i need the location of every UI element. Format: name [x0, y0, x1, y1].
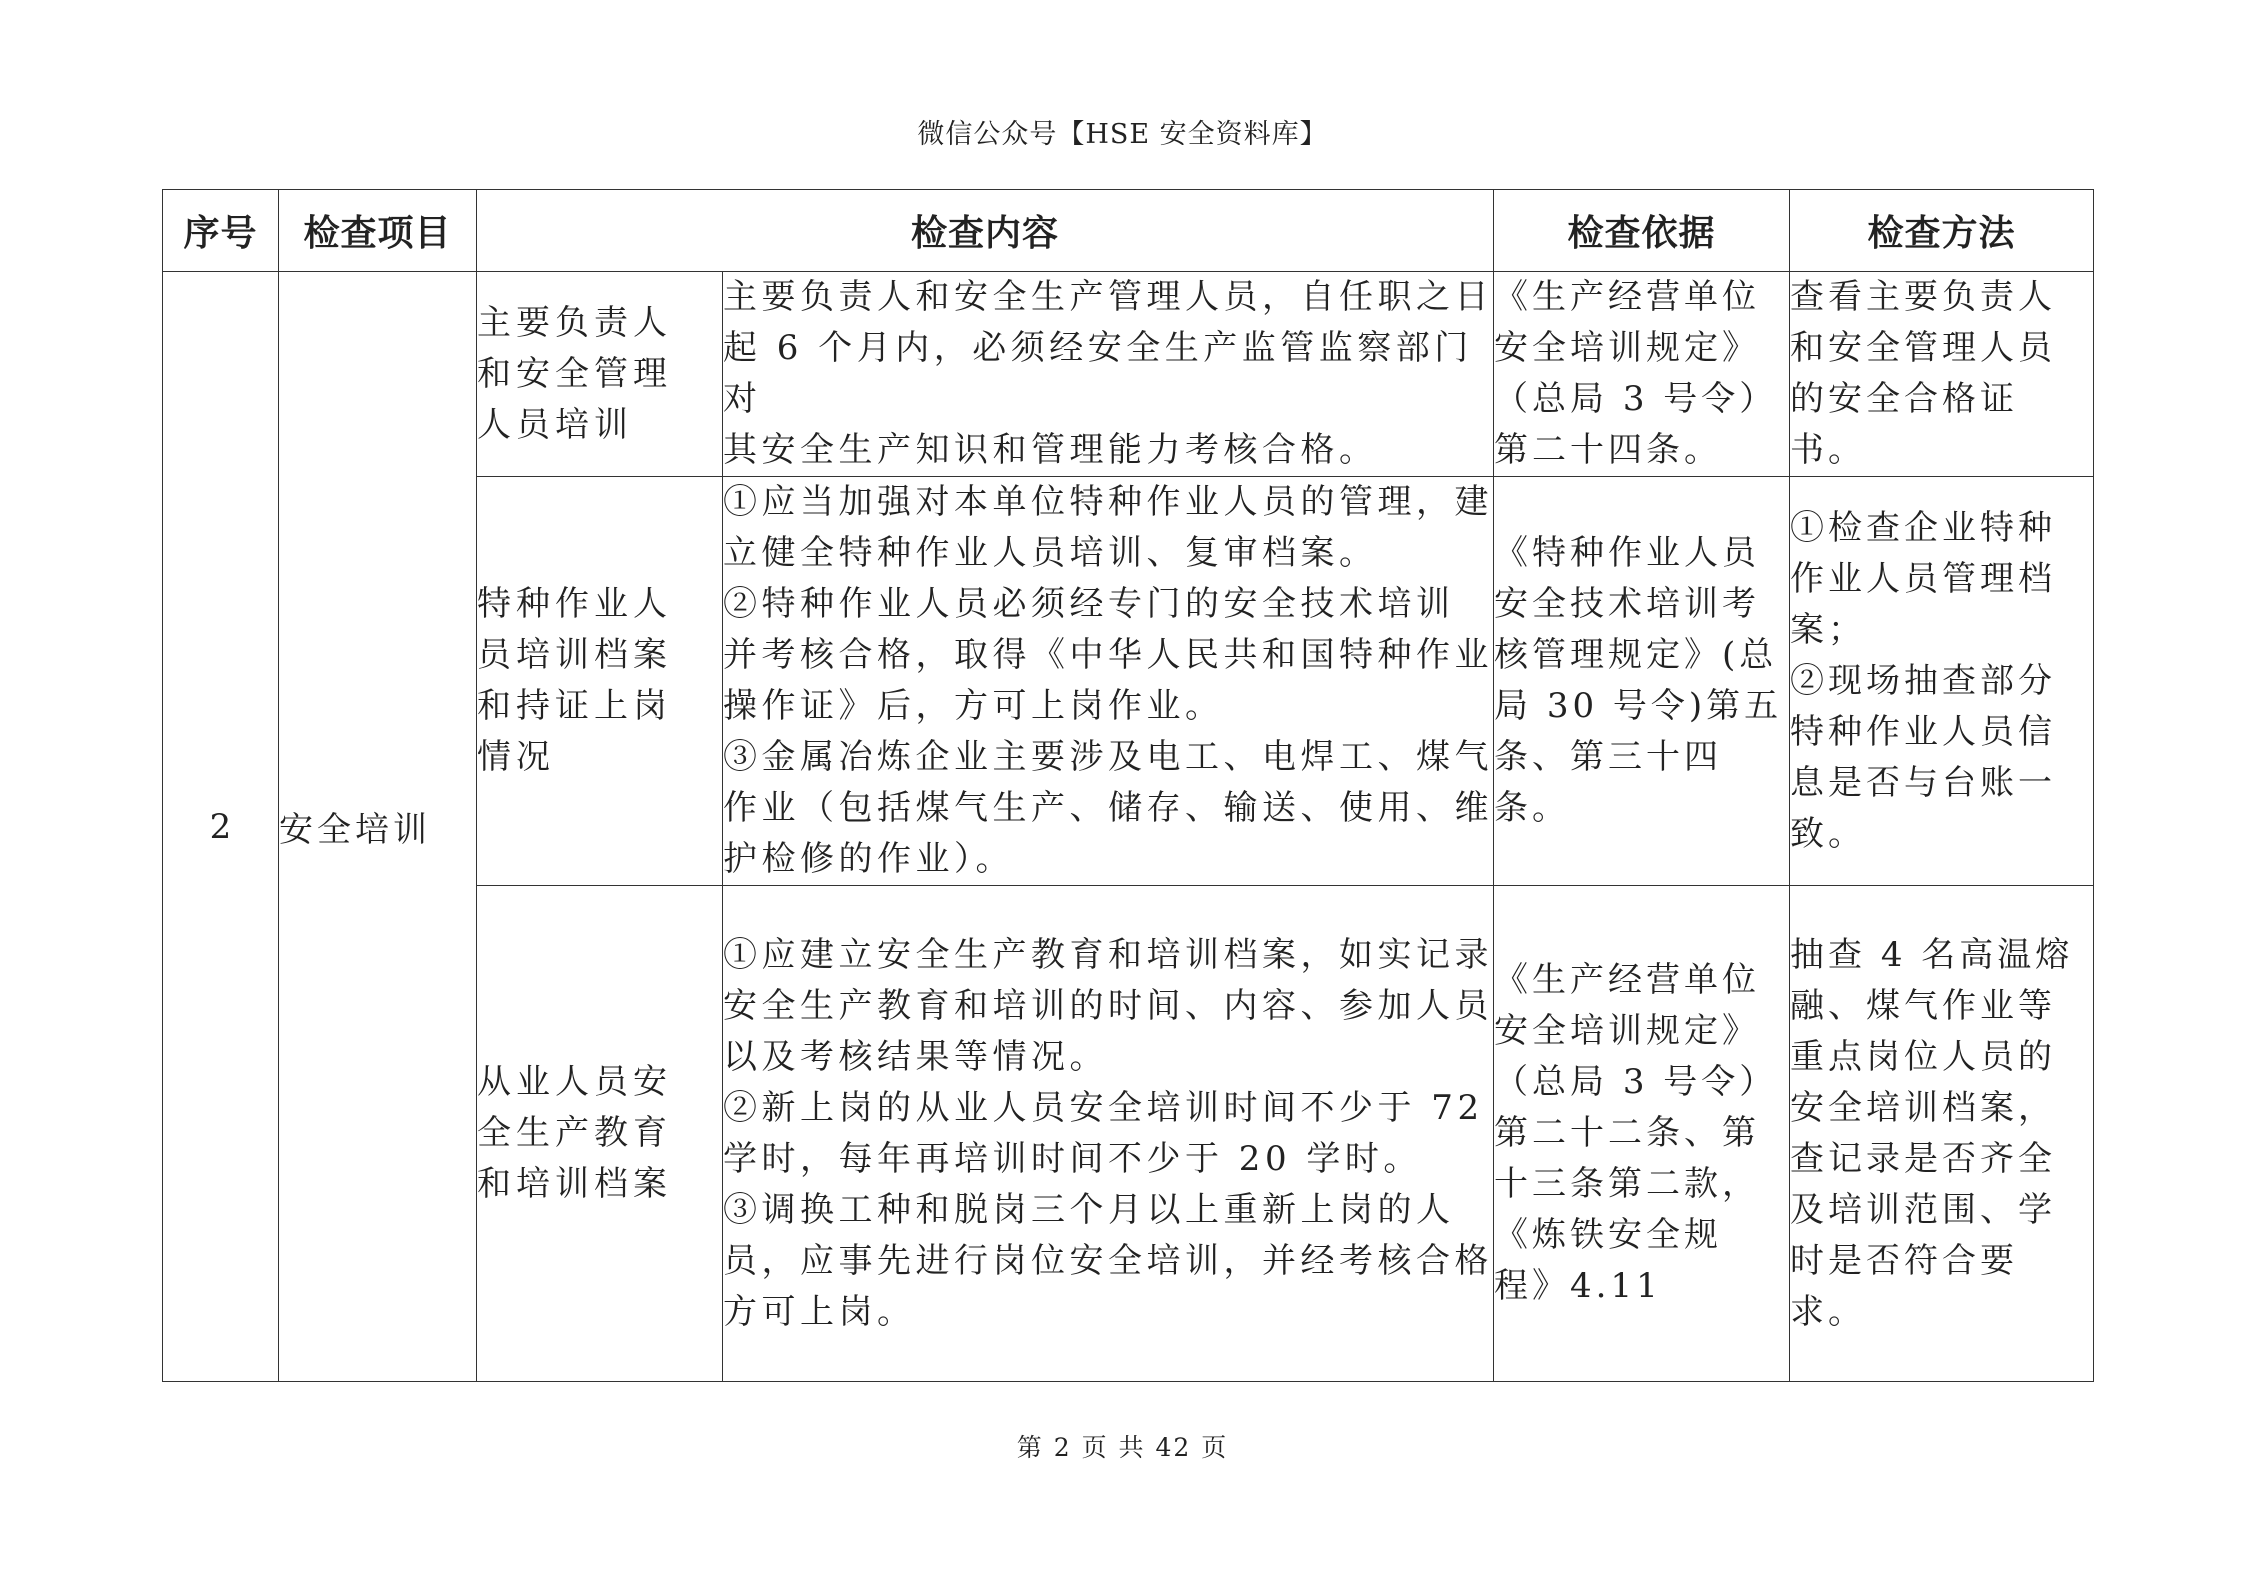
basis-cell: 《生产经营单位 安全培训规定》 （总局 3 号令） 第二十二条、第 十三条第二款， 《炼铁安全规 程》4.11	[1494, 886, 1790, 1382]
header-basis: 检查依据	[1494, 190, 1790, 272]
basis-cell: 《特种作业人员 安全技术培训考 核管理规定》(总 局 30 号令)第五 条、第三十四条。	[1494, 477, 1790, 886]
sub-item-cell: 主要负责人 和安全管理 人员培训	[477, 272, 723, 477]
header-seq: 序号	[163, 190, 279, 272]
method-cell: ①检查企业特种 作业人员管理档 案； ②现场抽查部分 特种作业人员信 息是否与台账一 致。	[1790, 477, 2094, 886]
page-footer: 第 2 页 共 42 页	[1016, 1433, 1229, 1462]
table-header-row	[163, 190, 2094, 272]
content-cell: ①应建立安全生产教育和培训档案，如实记录 安全生产教育和培训的时间、内容、参加人员 以及考核结果等情况。 ②新上岗的从业人员安全培训时间不少于 72 学时，每年再培训时间不少于 20 学时。 ③调换工种和脱岗三个月以上重新上岗的人 员，应事先进行岗位安全培训，并经考核合格 方可上岗。	[723, 886, 1494, 1382]
sub-item-cell: 特种作业人 员培训档案 和持证上岗 情况	[477, 477, 723, 886]
table-row	[163, 272, 2094, 477]
content-cell: ①应当加强对本单位特种作业人员的管理，建 立健全特种作业人员培训、复审档案。 ②特种作业人员必须经专门的安全技术培训 并考核合格，取得《中华人民共和国特种作业 操作证》后，方可上岗作业。 ③金属冶炼企业主要涉及电工、电焊工、煤气 作业（包括煤气生产、储存、输送、使用、维 护检修的作业）。	[723, 477, 1494, 886]
header-content: 检查内容	[477, 190, 1494, 272]
basis-cell: 《生产经营单位 安全培训规定》 （总局 3 号令） 第二十四条。	[1494, 272, 1790, 477]
content-cell: 主要负责人和安全生产管理人员，自任职之日 起 6 个月内，必须经安全生产监管监察部门对 其安全生产知识和管理能力考核合格。	[723, 272, 1494, 477]
header-item: 检查项目	[279, 190, 477, 272]
sub-item-cell: 从业人员安 全生产教育 和培训档案	[477, 886, 723, 1382]
method-cell: 抽查 4 名高温熔 融、煤气作业等 重点岗位人员的 安全培训档案， 查记录是否齐全 及培训范围、学 时是否符合要 求。	[1790, 886, 2094, 1382]
header-method: 检查方法	[1790, 190, 2094, 272]
seq-cell: 2	[163, 272, 279, 1382]
page-header: 微信公众号【HSE 安全资料库】	[917, 119, 1328, 150]
method-cell: 查看主要负责人 和安全管理人员 的安全合格证 书。	[1790, 272, 2094, 477]
inspection-table	[162, 189, 2094, 1382]
item-cell: 安全培训	[279, 272, 477, 1382]
